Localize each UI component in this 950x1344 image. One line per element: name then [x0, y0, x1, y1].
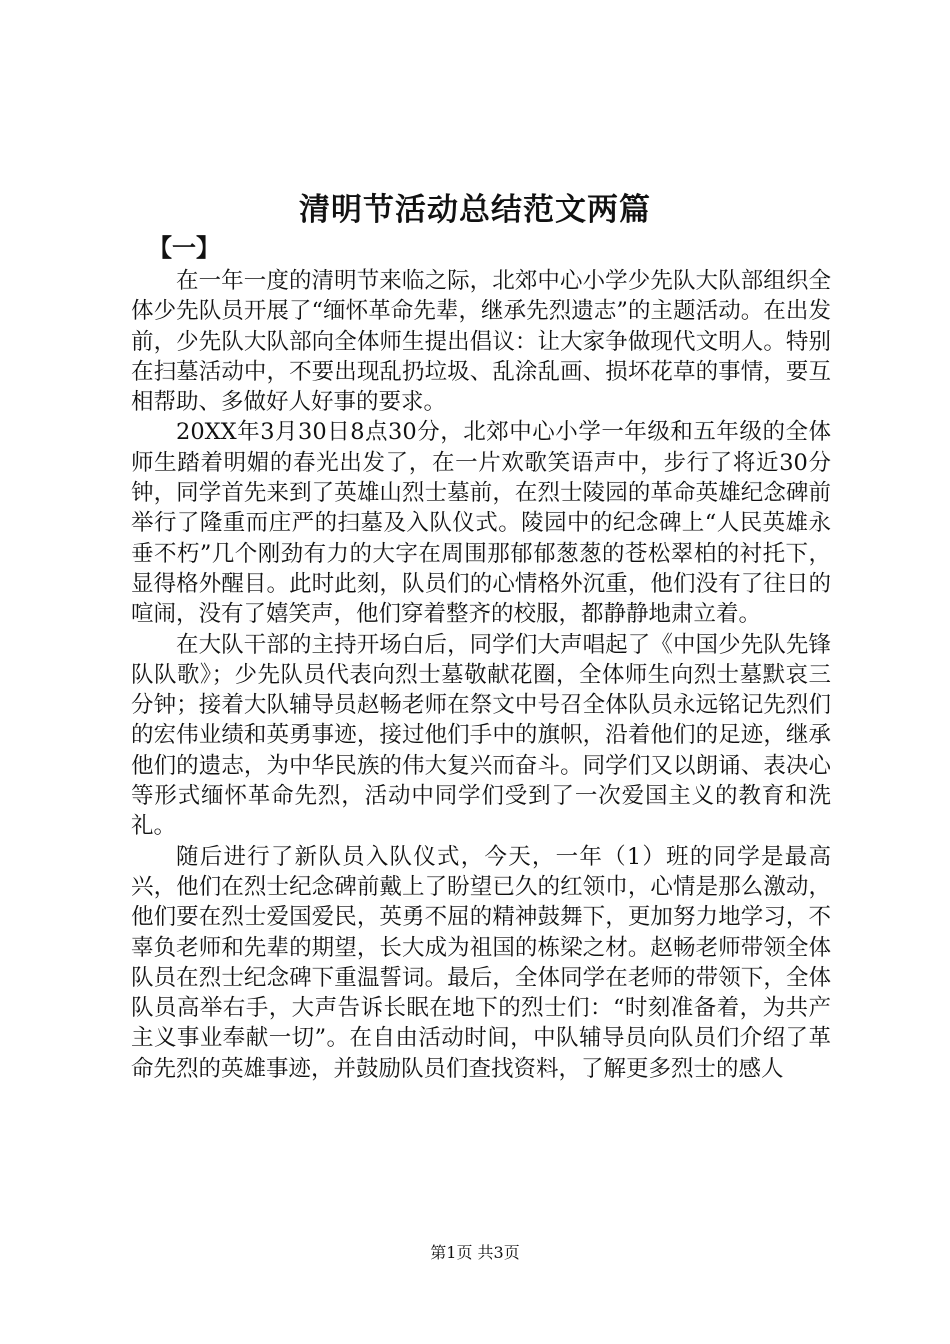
paragraph-4: 随后进行了新队员入队仪式，今天，一年（1）班的同学是最高兴，他们在烈士纪念碑前戴上了盼望已久的红领巾，心情是那么激动，他们要在烈士爱国爱民，英勇不屈的精神鼓舞下，更加努力地学习，不辜负老师和先辈的期望，长大成为祖国的栋梁之材。赵畅老师带领全体队员在烈士纪念碑下重温誓词。最后，全体同学在老师的带领下，全体队员高举右手，大声告诉长眠在地下的烈士们：“时刻准备着，为共产主义事业奉献一切”。在自由活动时间，中队辅导员向队员们介绍了革命先烈的英雄事迹，并鼓励队员们查找资料，了解更多烈士的感人	[131, 843, 831, 1082]
page-footer: 第1页 共3页	[430, 1243, 520, 1262]
document-title: 清明节活动总结范文两篇	[299, 192, 651, 228]
paragraph-3: 在大队干部的主持开场白后，同学们大声唱起了《中国少先队先锋队队歌》；少先队员代表向烈士墓敬献花圈，全体师生向烈士墓默哀三分钟；接着大队辅导员赵畅老师在祭文中号召全体队员永远铭记先烈们的宏伟业绩和英勇事迹，接过他们手中的旗帜，沿着他们的足迹，继承他们的遗志，为中华民族的伟大复兴而奋斗。同学们又以朗诵、表决心等形式缅怀革命先烈，活动中同学们受到了一次爱国主义的教育和洗礼。	[131, 631, 831, 840]
section-heading: 【一】	[148, 233, 220, 262]
document-body	[131, 266, 831, 1084]
paragraph-1: 在一年一度的清明节来临之际，北郊中心小学少先队大队部组织全体少先队员开展了“缅怀革命先辈，继承先烈遗志”的主题活动。在出发前，少先队大队部向全体师生提出倡议：让大家争做现代文明人。特别在扫墓活动中，不要出现乱扔垃圾、乱涂乱画、损坏花草的事情，要互相帮助、多做好人好事的要求。	[131, 268, 831, 416]
paragraph-2: 20XX年3月30日8点30分，北郊中心小学一年级和五年级的全体师生踏着明媚的春光出发了，在一片欢歌笑语声中，步行了将近30分钟，同学首先来到了英雄山烈士墓前，在烈士陵园的革命英雄纪念碑前举行了隆重而庄严的扫墓及入队仪式。陵园中的纪念碑上“人民英雄永垂不朽”几个刚劲有力的大字在周围那郁郁葱葱的苍松翠柏的衬托下，显得格外醒目。此时此刻，队员们的心情格外沉重，他们没有了往日的喧闹，没有了嬉笑声，他们穿着整齐的校服，都静静地肃立着。	[131, 419, 831, 628]
